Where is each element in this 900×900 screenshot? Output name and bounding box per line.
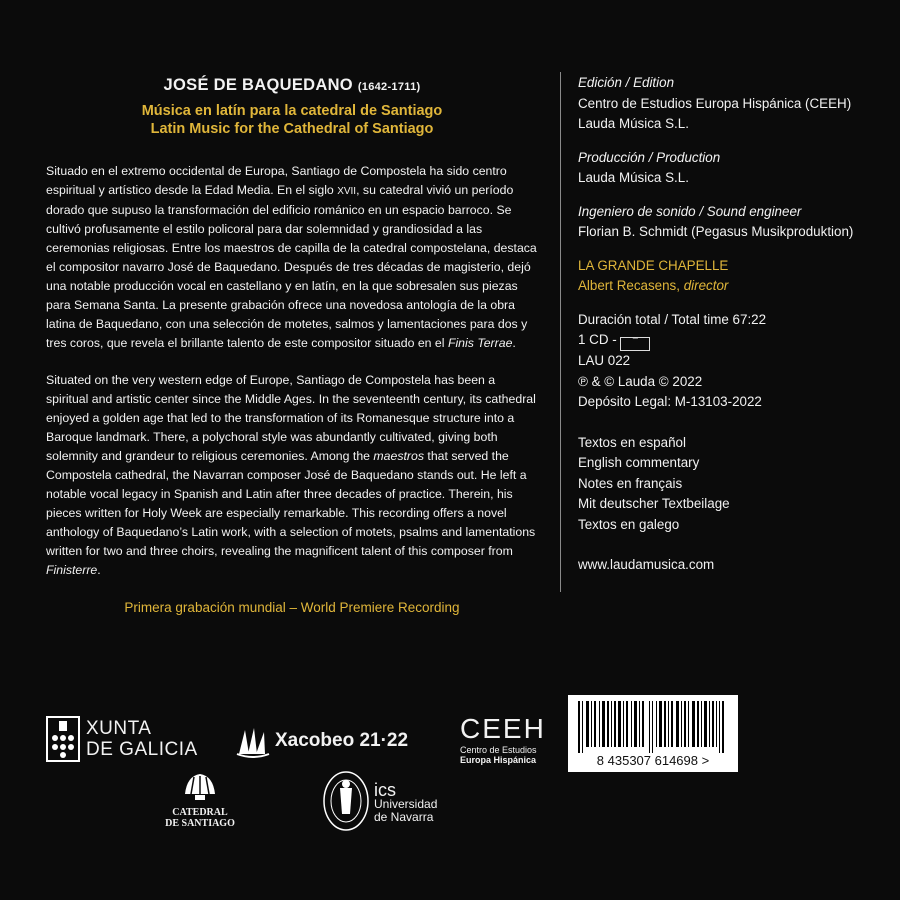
unav-text-1: Universidad <box>374 797 438 811</box>
language-item: Mit deutscher Textbeilage <box>578 496 730 511</box>
universidad-navarra-logo <box>322 770 438 837</box>
ceeh-sub-2: Europa Hispánica <box>460 755 537 765</box>
xacobeo-text: Xacobeo 21·22 <box>275 730 409 751</box>
en-text-1: Situated on the very western edge of Europe, Santiago de Compostela has been a spiritual and artistic center since the Middle Ages. In the seventeenth century, its cathedral enjoyed a golden age that led to the transformation of its Romanesque structure into a Baroque landmark. There, a polychoral style was abundantly cultivated, giving both solemnity and grandeur to religious ceremonies. Among the <box>46 373 536 463</box>
en-text-2: that served the Compostela cathedral, the Navarran composer José de Baquedano stands out. He left a notable vocal legacy in Spanish and Latin after three decades of practice. Therein, his pieces written for Holy Week are especially remarkable. This recording offers a novel anthology of Baquedano’s Latin work, with a selection of motets, psalms and lamentations written for two and three choirs, revealing the magnificent talent of this composer from <box>46 449 536 558</box>
xunta-galicia-logo <box>46 716 198 767</box>
catalog-number: LAU 022 <box>578 353 631 368</box>
column-divider <box>560 72 561 592</box>
languages-block <box>578 433 888 536</box>
ensemble-block <box>578 256 888 297</box>
cd-count-text: 1 CD - <box>578 332 621 347</box>
description-spanish <box>46 162 538 353</box>
engineer-block <box>578 202 888 243</box>
production-line-1: Lauda Música S.L. <box>578 170 689 185</box>
album-subtitle <box>46 102 538 138</box>
language-item: Textos en galego <box>578 516 680 532</box>
director-role: director <box>683 278 729 293</box>
composer-name: JOSÉ DE BAQUEDANO <box>163 76 353 94</box>
es-century: XVII <box>337 186 357 197</box>
website: www.laudamusica.com <box>578 557 715 572</box>
cd-count <box>578 330 888 351</box>
ceeh-text: CEEH <box>460 713 546 744</box>
en-italic-2: Finisterre <box>46 563 98 577</box>
language-item: English commentary <box>578 455 700 470</box>
product-info-block <box>578 310 888 413</box>
unav-text-2: de Navarra <box>374 810 434 824</box>
xunta-text-1: XUNTA <box>86 718 152 739</box>
legal-deposit: Depósito Legal: M-13103-2022 <box>578 394 762 409</box>
scallop-shell-icon <box>183 772 217 802</box>
ics-text: ics <box>374 780 396 800</box>
ensemble-name: LA GRANDE CHAPELLE <box>578 257 729 273</box>
catedral-text-2: DE SANTIAGO <box>165 818 235 829</box>
subtitle-english: Latin Music for the Cathedral of Santiago <box>150 121 434 137</box>
en-italic-1: maestros <box>373 449 424 463</box>
edition-line-2: Lauda Música S.L. <box>578 116 689 131</box>
production-label: Producción / Production <box>578 149 721 165</box>
language-item: Notes en français <box>578 475 683 491</box>
credits-column <box>578 73 888 576</box>
xunta-text-2: DE GALICIA <box>86 739 198 760</box>
premiere-note: Primera grabación mundial – World Premiere Recording <box>124 600 460 615</box>
xunta-shield-icon <box>46 716 80 762</box>
subtitle-spanish: Música en latín para la catedral de Santiago <box>141 103 443 119</box>
es-text-2: , su catedral vivió un período dorado que supuso la transformación del edificio románico en un espacio barroco. Se cultivó profusamente el estilo policoral para dar solemnidad y grandiosidad a las ceremonias religiosas. Entre los maestros de capilla de la catedral compostelana, destaca el compositor navarro José de Baquedano. Después de tres décadas de magisterio, dejó una notable producción vocal en castellano y en latín, en la que sobresalen sus piezas para Semana Santa. La presente grabación ofrece una novedosa antología de la obra latina de Baquedano, con una selección de motetes, salmos y lamentaciones para dos y tres coros, que revela el brillante talento de este compositor situado en el <box>46 183 537 350</box>
es-end: . <box>512 336 516 350</box>
production-block <box>578 148 888 189</box>
barcode-number: 8 435307 614698 > <box>596 753 710 768</box>
es-italic: Finis Terrae <box>447 336 513 350</box>
director-line <box>578 276 888 297</box>
main-text-column <box>46 76 538 615</box>
description-english <box>46 371 538 580</box>
total-duration: Duración total / Total time 67:22 <box>578 311 767 327</box>
barcode <box>568 695 738 772</box>
es-text-1: Situado en el extremo occidental de Europa, Santiago de Compostela ha sido centro espiritual y artístico desde la Edad Media. En el siglo <box>46 164 507 197</box>
university-seal-icon <box>322 770 370 832</box>
director-name: Albert Recasens, <box>578 278 680 293</box>
compact-disc-icon: ¯ <box>620 337 650 351</box>
language-item: Textos en español <box>578 434 686 450</box>
catedral-text-1: CATEDRAL <box>172 807 228 818</box>
scallop-shell-icon <box>235 724 271 758</box>
ceeh-logo <box>460 714 546 765</box>
barcode-bars <box>578 701 728 753</box>
composer-title <box>46 76 538 95</box>
engineer-line-1: Florian B. Schmidt (Pegasus Musikproduktion) <box>578 224 854 239</box>
edition-label: Edición / Edition <box>578 75 675 90</box>
catedral-santiago-logo <box>162 772 238 829</box>
ceeh-sub-1: Centro de Estudios <box>460 745 537 755</box>
edition-line-1: Centro de Estudios Europa Hispánica (CEEH) <box>578 95 852 111</box>
engineer-label: Ingeniero de sonido / Sound engineer <box>578 203 802 219</box>
copyright: ℗ & © Lauda © 2022 <box>578 373 703 389</box>
composer-dates: (1642-1711) <box>357 81 421 93</box>
edition-block <box>578 73 888 135</box>
xacobeo-logo <box>235 724 409 763</box>
en-end: . <box>97 563 101 577</box>
